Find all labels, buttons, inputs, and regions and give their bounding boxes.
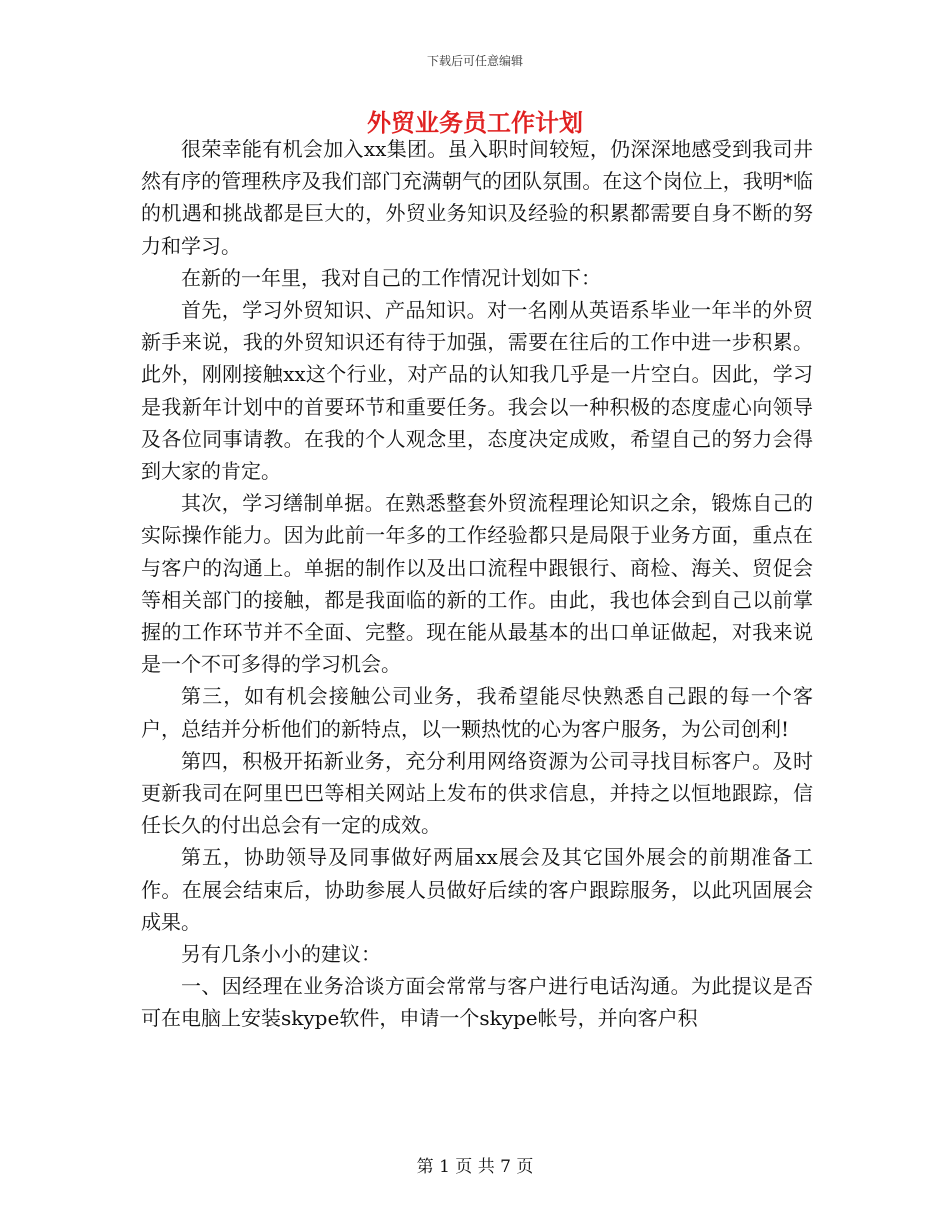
page-number: 第 1 页 共 7 页 [416, 1157, 534, 1177]
paragraph-intro: 很荣幸能有机会加入xx集团。虽入职时间较短，仍深深地感受到我司井然有序的管理秩序及我们部门充满朝气的团队氛围。在这个岗位上，我明*临的机遇和挑战都是巨大的，外贸业务知识及经验的积累都需要自身不断的努力和学习。 [141, 137, 813, 258]
paragraph-suggestion-one: 一、因经理在业务洽谈方面会常常与客户进行电话沟通。为此提议是否可在电脑上安装skype软件，申请一个skype帐号，并向客户积 [141, 974, 813, 1031]
paragraph-suggestions-lead: 另有几条小小的建议： [181, 942, 381, 967]
paragraph-fifth: 第五，协助领导及同事做好两届xx展会及其它国外展会的前期准备工作。在展会结束后，协助参展人员做好后续的客户跟踪服务，以此巩固展会成果。 [141, 845, 813, 934]
page-header-note: 下载后可任意编辑 [426, 54, 523, 68]
paragraph-plan-lead: 在新的一年里，我对自己的工作情况计划如下： [181, 265, 601, 290]
page-footer [0, 1152, 950, 1177]
paragraph-first: 首先，学习外贸知识、产品知识。对一名刚从英语系毕业一年半的外贸新手来说，我的外贸知识还有待于加强，需要在往后的工作中进一步积累。此外，刚刚接触xx这个行业，对产品的认知我几乎是一片空白。因此，学习是我新年计划中的首要环节和重要任务。我会以一种积极的态度虚心向领导及各位同事请教。在我的个人观念里，态度决定成败，希望自己的努力会得到大家的肯定。 [141, 298, 813, 484]
paragraph-fourth: 第四，积极开拓新业务，充分利用网络资源为公司寻找目标客户。及时更新我司在阿里巴巴等相关网站上发布的供求信息，并持之以恒地跟踪，信任长久的付出总会有一定的成效。 [141, 748, 813, 838]
paragraph-second: 其次，学习缮制单据。在熟悉整套外贸流程理论知识之余，锻炼自己的实际操作能力。因为此前一年多的工作经验都只是局限于业务方面，重点在与客户的沟通上。单据的制作以及出口流程中跟银行、商检、海关、贸促会等相关部门的接触，都是我面临的新的工作。由此，我也体会到自己以前掌握的工作环节并不全面、完整。现在能从最基本的出口单证做起，对我来说是一个不可多得的学习机会。 [141, 491, 813, 677]
paragraph-third: 第三，如有机会接触公司业务，我希望能尽快熟悉自己跟的每一个客户，总结并分析他们的新特点，以一颗热忱的心为客户服务，为公司创利! [141, 684, 813, 741]
document-title: 外贸业务员工作计划 [367, 108, 583, 137]
document-body [141, 133, 813, 1035]
